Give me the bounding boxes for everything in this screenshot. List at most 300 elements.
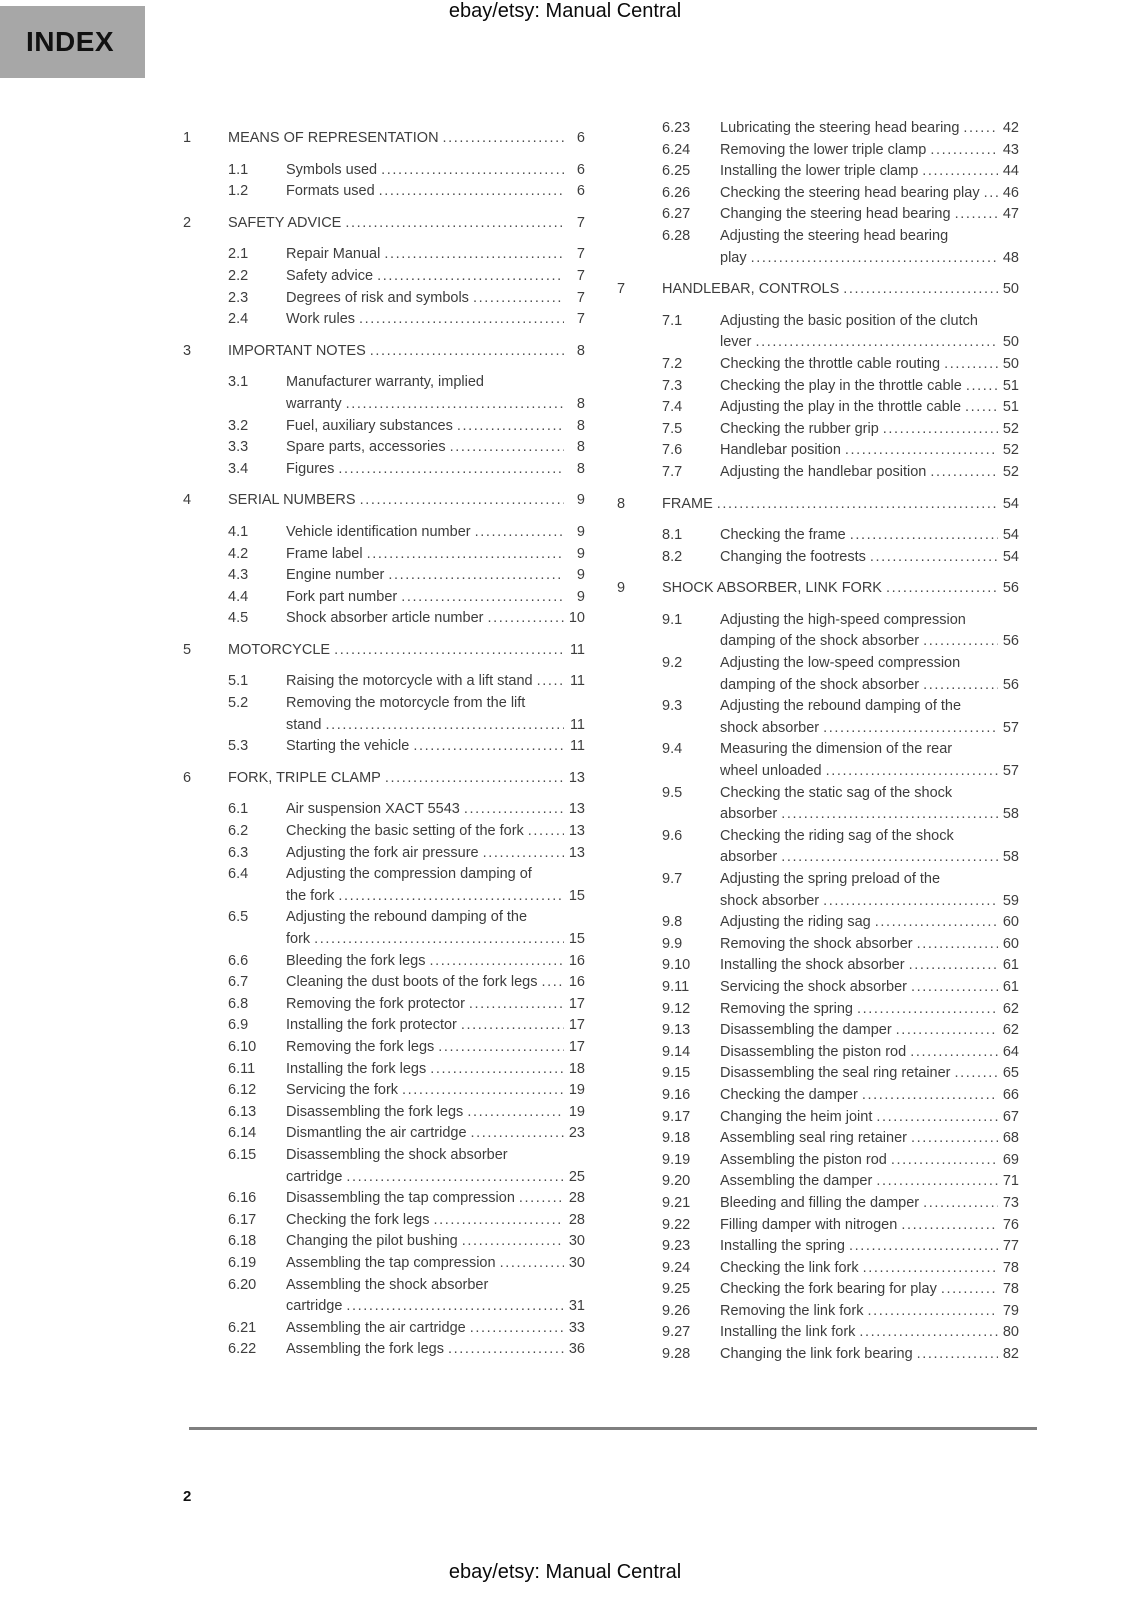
toc-title-line: MOTORCYCLE xyxy=(228,641,331,658)
toc-sub-entry xyxy=(617,1128,1019,1150)
toc-sub-entry xyxy=(183,1231,585,1253)
toc-title-line: Adjusting the riding sag xyxy=(720,914,871,931)
toc-sub-entry xyxy=(183,799,585,821)
toc-title-line: Bleeding the fork legs xyxy=(286,952,426,969)
toc-entry-title xyxy=(286,608,585,630)
toc-entry-title xyxy=(286,1318,585,1340)
toc-sub-entry xyxy=(183,736,585,758)
dotted-leader xyxy=(469,994,564,1016)
toc-title-line: Frame label xyxy=(286,545,363,562)
toc-page-number: 56 xyxy=(1002,676,1019,693)
toc-entry-number: 5.2 xyxy=(228,695,249,712)
dotted-leader xyxy=(487,608,564,630)
toc-sub-entry xyxy=(617,1085,1019,1107)
toc-title-line: Handlebar position xyxy=(720,442,841,459)
toc-page-number: 7 xyxy=(576,214,585,231)
dotted-leader xyxy=(381,160,564,182)
toc-title-line: MEANS OF REPRESENTATION xyxy=(228,130,439,146)
dotted-leader xyxy=(450,437,564,459)
toc-sub-entry xyxy=(183,244,585,266)
toc-page-number: 25 xyxy=(568,1168,585,1185)
toc-title-line: Assembling the shock absorber xyxy=(286,1276,489,1293)
toc-page-number: 66 xyxy=(1002,1086,1019,1103)
toc-sub-entry xyxy=(183,972,585,994)
toc-right-column xyxy=(617,118,1019,1366)
toc-entry-number: 6.17 xyxy=(228,1211,257,1228)
index-tab xyxy=(0,6,145,78)
toc-title-line: SERIAL NUMBERS xyxy=(228,492,356,509)
toc-entry-title xyxy=(286,1231,585,1253)
toc-sub-entry xyxy=(183,821,585,843)
toc-title-line: Removing the motorcycle from the lift xyxy=(286,695,526,712)
toc-sub-entry xyxy=(617,397,1019,419)
toc-entry-number: 1.1 xyxy=(228,161,249,178)
toc-entry-title xyxy=(662,494,1019,516)
toc-title-line: Disassembling the piston rod xyxy=(720,1043,907,1060)
dotted-leader xyxy=(863,1258,998,1280)
toc-sub-entry xyxy=(183,1145,585,1188)
toc-entry-number: 9.27 xyxy=(662,1324,691,1341)
toc-sub-entry xyxy=(617,1301,1019,1323)
toc-title-line: damping of the shock absorber xyxy=(720,633,920,650)
toc-sub-entry xyxy=(183,309,585,331)
toc-page-number: 62 xyxy=(1002,1022,1019,1039)
dotted-leader xyxy=(781,847,998,869)
toc-title-line: fork xyxy=(286,931,311,947)
dotted-leader xyxy=(911,1128,998,1150)
dotted-leader xyxy=(346,1296,564,1318)
toc-sub-entry xyxy=(617,739,1019,782)
toc-entry-number: 3.3 xyxy=(228,439,249,456)
toc-sub-entry xyxy=(183,416,585,438)
toc-entry-title xyxy=(286,951,585,973)
dotted-leader xyxy=(923,1193,998,1215)
toc-title-line: Adjusting the low-speed compression xyxy=(720,655,961,672)
toc-title-line: IMPORTANT NOTES xyxy=(228,342,366,359)
toc-title-line: Measuring the dimension of the rear xyxy=(720,741,953,758)
dotted-leader xyxy=(955,204,998,226)
toc-entry-title xyxy=(720,354,1019,376)
toc-entry-number: 3 xyxy=(183,342,192,359)
toc-sub-entry xyxy=(617,1344,1019,1366)
toc-sub-entry xyxy=(617,204,1019,226)
dotted-leader xyxy=(876,1171,998,1193)
toc-page-number: 31 xyxy=(568,1298,585,1315)
toc-entry-title xyxy=(720,1258,1019,1280)
toc-page-number: 77 xyxy=(1002,1238,1019,1255)
toc-title-line: damping of the shock absorber xyxy=(720,676,920,693)
toc-entry-number: 8.2 xyxy=(662,548,683,565)
dotted-leader xyxy=(475,522,564,544)
dotted-leader xyxy=(464,799,564,821)
toc-title-line: Changing the footrests xyxy=(720,548,866,565)
toc-sub-entry xyxy=(183,1318,585,1340)
dotted-leader xyxy=(433,1210,564,1232)
toc-page-number: 7 xyxy=(576,289,585,306)
dotted-leader xyxy=(443,128,564,150)
toc-entry-title xyxy=(286,1339,585,1361)
toc-entry-title xyxy=(720,1322,1019,1344)
toc-entry-title xyxy=(720,118,1019,140)
toc-entry-title xyxy=(720,1236,1019,1258)
toc-entry-number: 4.2 xyxy=(228,545,249,562)
toc-title-line: Raising the motorcycle with a lift stand xyxy=(286,673,533,690)
index-tab-label: INDEX xyxy=(26,26,115,57)
toc-sub-entry xyxy=(617,934,1019,956)
dotted-leader xyxy=(823,718,998,740)
toc-entry-title xyxy=(286,994,585,1016)
dotted-leader xyxy=(850,525,998,547)
toc-entry-title xyxy=(720,1020,1019,1042)
toc-entry-title xyxy=(286,736,585,758)
toc-sub-entry xyxy=(183,1339,585,1361)
toc-sub-entry xyxy=(183,994,585,1016)
toc-page-number: 54 xyxy=(1002,548,1019,565)
toc-sub-entry xyxy=(183,1253,585,1275)
toc-entry-title xyxy=(286,522,585,544)
toc-page-number: 15 xyxy=(568,931,585,947)
dotted-leader xyxy=(401,587,564,609)
toc-entry-title xyxy=(720,999,1019,1021)
toc-sub-entry xyxy=(617,696,1019,739)
dotted-leader xyxy=(944,354,998,376)
toc-title-line: Installing the spring xyxy=(720,1238,845,1255)
toc-sub-entry xyxy=(617,1107,1019,1129)
toc-title-line: Starting the vehicle xyxy=(286,738,410,755)
toc-entry-title xyxy=(720,311,1019,354)
dotted-leader xyxy=(751,248,998,270)
toc-title-line: Fork part number xyxy=(286,588,398,605)
toc-entry-number: 9.19 xyxy=(662,1151,691,1168)
toc-entry-number: 2 xyxy=(183,214,192,231)
toc-title-line: Fuel, auxiliary substances xyxy=(286,417,453,434)
toc-entry-number: 6.28 xyxy=(662,227,691,244)
toc-sub-entry xyxy=(183,843,585,865)
toc-entry-title xyxy=(286,1145,585,1188)
dotted-leader xyxy=(755,332,998,354)
toc-title-line: Degrees of risk and symbols xyxy=(286,289,469,306)
toc-title-line: HANDLEBAR, CONTROLS xyxy=(662,281,840,298)
toc-entry-title xyxy=(720,826,1019,869)
toc-page-number: 48 xyxy=(1002,249,1019,266)
toc-title-line: Engine number xyxy=(286,567,385,584)
toc-chapter-entry xyxy=(183,213,585,235)
toc-sub-entry xyxy=(617,226,1019,269)
toc-title-line: wheel unloaded xyxy=(720,763,822,780)
dotted-leader xyxy=(876,1107,998,1129)
dotted-leader xyxy=(923,675,998,697)
toc-page-number: 13 xyxy=(568,823,585,840)
dotted-leader xyxy=(467,1102,564,1124)
toc-sub-entry xyxy=(183,288,585,310)
toc-page-number: 76 xyxy=(1002,1216,1019,1233)
toc-entry-title xyxy=(720,226,1019,269)
toc-sub-entry xyxy=(183,907,585,950)
toc-title-line: Disassembling the tap compression xyxy=(286,1190,515,1207)
toc-title-line: Checking the steering head bearing play xyxy=(720,184,980,201)
toc-entry-number: 6.20 xyxy=(228,1276,257,1293)
toc-sub-entry xyxy=(183,587,585,609)
toc-page-number: 64 xyxy=(1002,1043,1019,1060)
toc-page-number: 8 xyxy=(576,439,585,456)
toc-title-line: Checking the basic setting of the fork xyxy=(286,823,524,840)
toc-entry-number: 9.5 xyxy=(662,784,683,801)
toc-title-line: lever xyxy=(720,334,752,351)
toc-entry-title xyxy=(720,1128,1019,1150)
toc-title-line: Adjusting the high-speed compression xyxy=(720,611,966,628)
toc-entry-title xyxy=(720,1215,1019,1237)
dotted-leader xyxy=(965,397,998,419)
dotted-leader xyxy=(500,1253,564,1275)
toc-entry-title xyxy=(720,1107,1019,1129)
dotted-leader xyxy=(849,1236,998,1258)
toc-entry-number: 6.19 xyxy=(228,1254,257,1271)
toc-title-line: Assembling seal ring retainer xyxy=(720,1130,907,1147)
toc-page-number: 13 xyxy=(568,801,585,818)
dotted-leader xyxy=(461,1015,564,1037)
toc-title-line: Removing the spring xyxy=(720,1000,853,1017)
toc-page-number: 46 xyxy=(1002,184,1019,201)
toc-page-number: 7 xyxy=(576,267,585,284)
toc-entry-title xyxy=(720,204,1019,226)
toc-sub-entry xyxy=(617,1042,1019,1064)
toc-title-line: Changing the heim joint xyxy=(720,1108,873,1125)
toc-page-number: 7 xyxy=(576,246,585,263)
toc-page-number: 60 xyxy=(1002,935,1019,952)
toc-sub-entry xyxy=(617,183,1019,205)
toc-sub-entry xyxy=(183,1080,585,1102)
toc-page-number: 58 xyxy=(1002,806,1019,823)
toc-title-line: Spare parts, accessories xyxy=(286,439,446,456)
toc-page-number: 9 xyxy=(576,567,585,584)
dotted-leader xyxy=(385,768,564,790)
dotted-leader xyxy=(314,929,564,951)
toc-entry-title xyxy=(720,1171,1019,1193)
toc-entry-number: 6.21 xyxy=(228,1319,257,1336)
dotted-leader xyxy=(367,544,564,566)
toc-title-line: Installing the shock absorber xyxy=(720,957,905,974)
dotted-leader xyxy=(917,1344,998,1366)
toc-entry-title xyxy=(286,1188,585,1210)
dotted-leader xyxy=(325,715,564,737)
toc-page-number: 17 xyxy=(568,995,585,1012)
toc-entry-number: 9.21 xyxy=(662,1194,691,1211)
toc-page-number: 9 xyxy=(576,588,585,605)
toc-entry-title xyxy=(720,977,1019,999)
toc-title-line: Checking the rubber grip xyxy=(720,420,879,437)
dotted-leader xyxy=(826,761,998,783)
toc-sub-entry xyxy=(617,440,1019,462)
dotted-leader xyxy=(359,309,564,331)
toc-sub-entry xyxy=(183,608,585,630)
dotted-leader xyxy=(473,288,564,310)
toc-title-line: Safety advice xyxy=(286,267,374,284)
toc-entry-number: 6.6 xyxy=(228,952,249,969)
toc-sub-entry xyxy=(183,864,585,907)
toc-sub-entry xyxy=(617,118,1019,140)
dotted-leader xyxy=(984,183,998,205)
toc-title-line: Adjusting the play in the throttle cable xyxy=(720,399,962,416)
toc-entry-number: 7.6 xyxy=(662,442,683,459)
toc-chapter-entry xyxy=(183,490,585,512)
toc-page-number: 61 xyxy=(1002,978,1019,995)
toc-entry-title xyxy=(662,279,1019,301)
toc-entry-title xyxy=(286,1253,585,1275)
toc-entry-title xyxy=(286,437,585,459)
toc-entry-title xyxy=(720,525,1019,547)
toc-title-line: Repair Manual xyxy=(286,246,381,263)
toc-title-line: Dismantling the air cartridge xyxy=(286,1125,467,1142)
toc-chapter-entry xyxy=(183,128,585,150)
toc-title-line: Bleeding and filling the damper xyxy=(720,1194,920,1211)
toc-entry-number: 9 xyxy=(617,580,626,597)
dotted-leader xyxy=(537,671,564,693)
dotted-leader xyxy=(338,459,564,481)
toc-entry-number: 6.1 xyxy=(228,801,249,818)
toc-page-number: 13 xyxy=(568,769,585,786)
toc-entry-title xyxy=(228,213,585,235)
toc-entry-number: 7.5 xyxy=(662,420,683,437)
toc-entry-title xyxy=(286,1102,585,1124)
toc-sub-entry xyxy=(183,1123,585,1145)
toc-title-line: Air suspension XACT 5543 xyxy=(286,801,460,818)
toc-title-line: Removing the link fork xyxy=(720,1302,864,1319)
toc-page-number: 56 xyxy=(1002,633,1019,650)
dotted-leader xyxy=(384,244,564,266)
toc-page-number: 54 xyxy=(1002,495,1019,512)
toc-title-line: Adjusting the steering head bearing xyxy=(720,227,949,244)
toc-entry-title xyxy=(720,140,1019,162)
toc-sub-entry xyxy=(617,1215,1019,1237)
toc-sub-entry xyxy=(617,1171,1019,1193)
toc-entry-number: 2.2 xyxy=(228,267,249,284)
toc-title-line: FORK, TRIPLE CLAMP xyxy=(228,769,381,786)
toc-title-line: the fork xyxy=(286,887,335,904)
toc-entry-title xyxy=(286,544,585,566)
dotted-leader xyxy=(542,972,565,994)
toc-sub-entry xyxy=(183,181,585,203)
toc-entry-number: 6.11 xyxy=(228,1060,256,1077)
toc-page-number: 57 xyxy=(1002,719,1019,736)
toc-sub-entry xyxy=(617,462,1019,484)
toc-entry-title xyxy=(720,934,1019,956)
toc-entry-title xyxy=(720,419,1019,441)
toc-entry-title xyxy=(720,1301,1019,1323)
toc-sub-entry xyxy=(183,522,585,544)
toc-page-number: 78 xyxy=(1002,1259,1019,1276)
toc-entry-number: 6.22 xyxy=(228,1341,257,1358)
toc-page-number: 6 xyxy=(576,183,585,200)
toc-entry-number: 6.7 xyxy=(228,974,249,991)
toc-entry-number: 4.3 xyxy=(228,567,249,584)
toc-entry-number: 2.3 xyxy=(228,289,249,306)
toc-entry-title xyxy=(286,244,585,266)
toc-entry-title xyxy=(286,565,585,587)
toc-sub-entry xyxy=(617,525,1019,547)
toc-entry-number: 6.23 xyxy=(662,120,691,136)
toc-entry-title xyxy=(662,578,1019,600)
dotted-leader xyxy=(438,1037,564,1059)
toc-page-number: 9 xyxy=(576,545,585,562)
toc-entry-number: 9.20 xyxy=(662,1173,691,1190)
toc-sub-entry xyxy=(183,1275,585,1318)
toc-page-number: 17 xyxy=(568,1017,585,1034)
toc-page-number: 16 xyxy=(568,952,585,969)
dotted-leader xyxy=(345,213,564,235)
toc-entry-title xyxy=(720,610,1019,653)
toc-sub-entry xyxy=(183,693,585,736)
toc-title-line: Servicing the fork xyxy=(286,1082,399,1099)
toc-title-line: Assembling the tap compression xyxy=(286,1254,496,1271)
toc-entry-title xyxy=(720,376,1019,398)
toc-chapter-entry xyxy=(183,640,585,662)
toc-title-line: play xyxy=(720,249,747,266)
toc-entry-number: 7.3 xyxy=(662,377,683,394)
toc-entry-number: 9.17 xyxy=(662,1108,691,1125)
toc-page-number: 30 xyxy=(568,1233,585,1250)
toc-page-number: 36 xyxy=(568,1341,585,1358)
dotted-leader xyxy=(346,394,564,416)
toc-title-line: Servicing the shock absorber xyxy=(720,978,907,995)
toc-page-number: 67 xyxy=(1002,1108,1019,1125)
toc-entry-number: 9.25 xyxy=(662,1281,691,1298)
toc-entry-number: 9.9 xyxy=(662,935,683,952)
toc-title-line: Installing the fork protector xyxy=(286,1017,457,1034)
toc-entry-number: 9.28 xyxy=(662,1346,691,1363)
toc-entry-number: 4.4 xyxy=(228,588,249,605)
toc-page-number: 11 xyxy=(569,673,585,690)
toc-entry-title xyxy=(286,1275,585,1318)
toc-entry-title xyxy=(286,907,585,950)
toc-entry-title xyxy=(286,671,585,693)
toc-entry-title xyxy=(720,1085,1019,1107)
toc-entry-title xyxy=(286,864,585,907)
toc-sub-entry xyxy=(617,653,1019,696)
toc-entry-title xyxy=(286,799,585,821)
toc-title-line: Adjusting the handlebar position xyxy=(720,463,927,480)
dotted-leader xyxy=(917,934,998,956)
toc-title-line: Disassembling the shock absorber xyxy=(286,1146,508,1163)
toc-entry-title xyxy=(720,1063,1019,1085)
toc-entry-number: 7.1 xyxy=(662,312,683,329)
toc-entry-title xyxy=(228,128,585,150)
toc-title-line: warranty xyxy=(286,395,342,412)
toc-entry-title xyxy=(720,1344,1019,1366)
toc-title-line: Adjusting the rebound damping of the xyxy=(286,909,528,926)
toc-entry-title xyxy=(720,161,1019,183)
toc-page-number: 68 xyxy=(1002,1130,1019,1147)
toc-entry-title xyxy=(720,739,1019,782)
toc-entry-number: 6.2 xyxy=(228,823,249,840)
dotted-leader xyxy=(379,181,564,203)
toc-entry-number: 8.1 xyxy=(662,527,683,544)
toc-entry-number: 9.7 xyxy=(662,871,683,887)
toc-entry-number: 9.11 xyxy=(662,978,690,995)
toc-page-number: 52 xyxy=(1002,442,1019,459)
toc-title-line: Changing the steering head bearing xyxy=(720,206,951,223)
toc-sub-entry xyxy=(617,1279,1019,1301)
toc-title-line: Checking the throttle cable routing xyxy=(720,355,941,372)
toc-entry-number: 6.8 xyxy=(228,995,249,1012)
toc-page-number: 58 xyxy=(1002,849,1019,866)
page-footer-title: ebay/etsy: Manual Central xyxy=(448,1561,682,1583)
toc-chapter-entry xyxy=(183,341,585,363)
toc-page-number: 8 xyxy=(576,395,585,412)
toc-entry-title xyxy=(720,1193,1019,1215)
toc-page-number: 71 xyxy=(1002,1173,1019,1190)
toc-title-line: Symbols used xyxy=(286,161,378,178)
toc-entry-number: 9.2 xyxy=(662,655,683,672)
